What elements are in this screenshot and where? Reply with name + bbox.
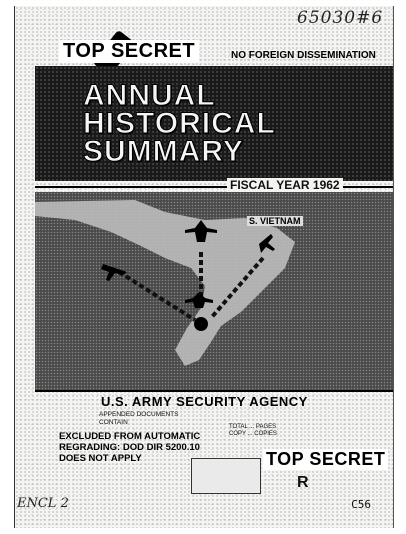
target-marker: [194, 317, 208, 331]
agency-name: U.S. ARMY SECURITY AGENCY: [101, 394, 308, 409]
regrading-line-2: REGRADING: DOD DIR 5200.10: [59, 442, 200, 453]
title-line-1: ANNUAL: [83, 79, 216, 112]
map-label-south-vietnam: S. VIETNAM: [249, 216, 301, 226]
dissemination-notice: NO FOREIGN DISSEMINATION: [231, 50, 376, 61]
appended-line-1: APPENDED DOCUMENTS: [99, 411, 179, 418]
handwritten-signature-stamp: [191, 458, 261, 494]
aircraft-icon-left: [101, 264, 127, 281]
regrading-line-3: DOES NOT APPLY: [59, 453, 142, 464]
classification-header: TOP SECRET: [59, 40, 199, 63]
handwritten-corner-note: ENCL 2: [17, 496, 69, 511]
title-line-2: HISTORICAL: [83, 107, 276, 140]
fiscal-year-label: FISCAL YEAR 1962: [227, 178, 343, 192]
appended-documents-note: [99, 411, 178, 427]
classification-stamp-bottom: TOP SECRET: [263, 449, 388, 470]
stamp-mark-r: R: [297, 474, 309, 491]
handwritten-document-number: 65030#6: [297, 8, 384, 28]
divider-bottom: [35, 390, 393, 392]
appended-line-2: CONTAIN: [99, 419, 128, 426]
scanned-cover-page: [14, 6, 394, 528]
regrading-line-1: EXCLUDED FROM AUTOMATIC: [59, 431, 201, 442]
regrading-notice: [59, 431, 200, 464]
total-pages-copies-note: TOTAL ... PAGES COPY ... COPIES: [229, 424, 277, 437]
page-code: C56: [351, 498, 371, 511]
title-line-3: SUMMARY: [83, 135, 244, 168]
flight-path-left: [119, 272, 195, 320]
